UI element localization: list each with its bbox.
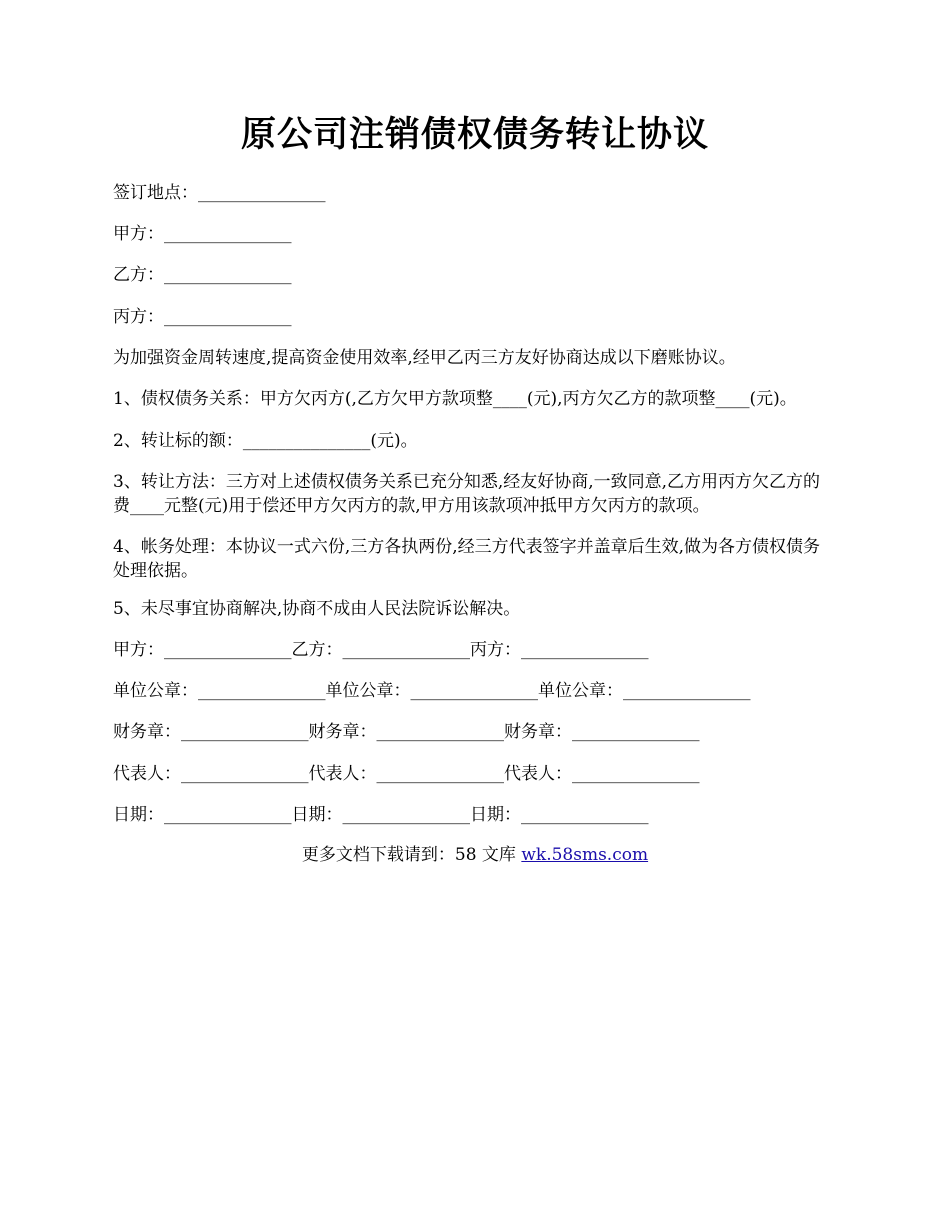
party-b-line: 乙方：_______________ [113, 265, 292, 285]
signature-finance-seal-line: 财务章：_______________财务章：_______________财务章：_______________ [113, 722, 700, 742]
party-c-line: 丙方：_______________ [113, 307, 292, 327]
clause-1: 1、债权债务关系：甲方欠丙方(,乙方欠甲方款项整____(元),丙方欠乙方的款项整____(元)。 [113, 389, 797, 409]
signing-location-line: 签订地点：_______________ [113, 183, 326, 203]
footer-text: 更多文档下载请到：58 文库 [301, 845, 522, 865]
intro-paragraph: 为加强资金周转速度,提高资金使用效率,经甲乙丙三方友好协商达成以下磨账协议。 [113, 348, 736, 368]
clause-3: 3、转让方法：三方对上述债权债务关系已充分知悉,经友好协商,一致同意,乙方用丙方欠乙方的费____元整(元)用于偿还甲方欠丙方的款,甲方用该款项冲抵甲方欠丙方的款项。 [113, 472, 821, 516]
footer [0, 843, 950, 867]
clause-2: 2、转让标的额：_______________(元)。 [113, 431, 418, 451]
footer-link[interactable]: wk.58sms.com [521, 845, 649, 865]
signature-seal-line: 单位公章：_______________单位公章：_______________单位公章：_______________ [113, 681, 751, 701]
signature-parties-line: 甲方：_______________乙方：_______________丙方：_______________ [113, 640, 649, 660]
clause-4: 4、帐务处理：本协议一式六份,三方各执两份,经三方代表签字并盖章后生效,做为各方债权债务处理依据。 [113, 537, 821, 581]
clause-5: 5、未尽事宜协商解决,协商不成由人民法院诉讼解决。 [113, 599, 521, 619]
signature-date-line: 日期：_______________日期：_______________日期：_______________ [113, 805, 649, 825]
signature-representative-line: 代表人：_______________代表人：_______________代表人：_______________ [113, 764, 700, 784]
document-title: 原公司注销债权债务转让协议 [240, 114, 709, 155]
party-a-line: 甲方：_______________ [113, 224, 292, 244]
